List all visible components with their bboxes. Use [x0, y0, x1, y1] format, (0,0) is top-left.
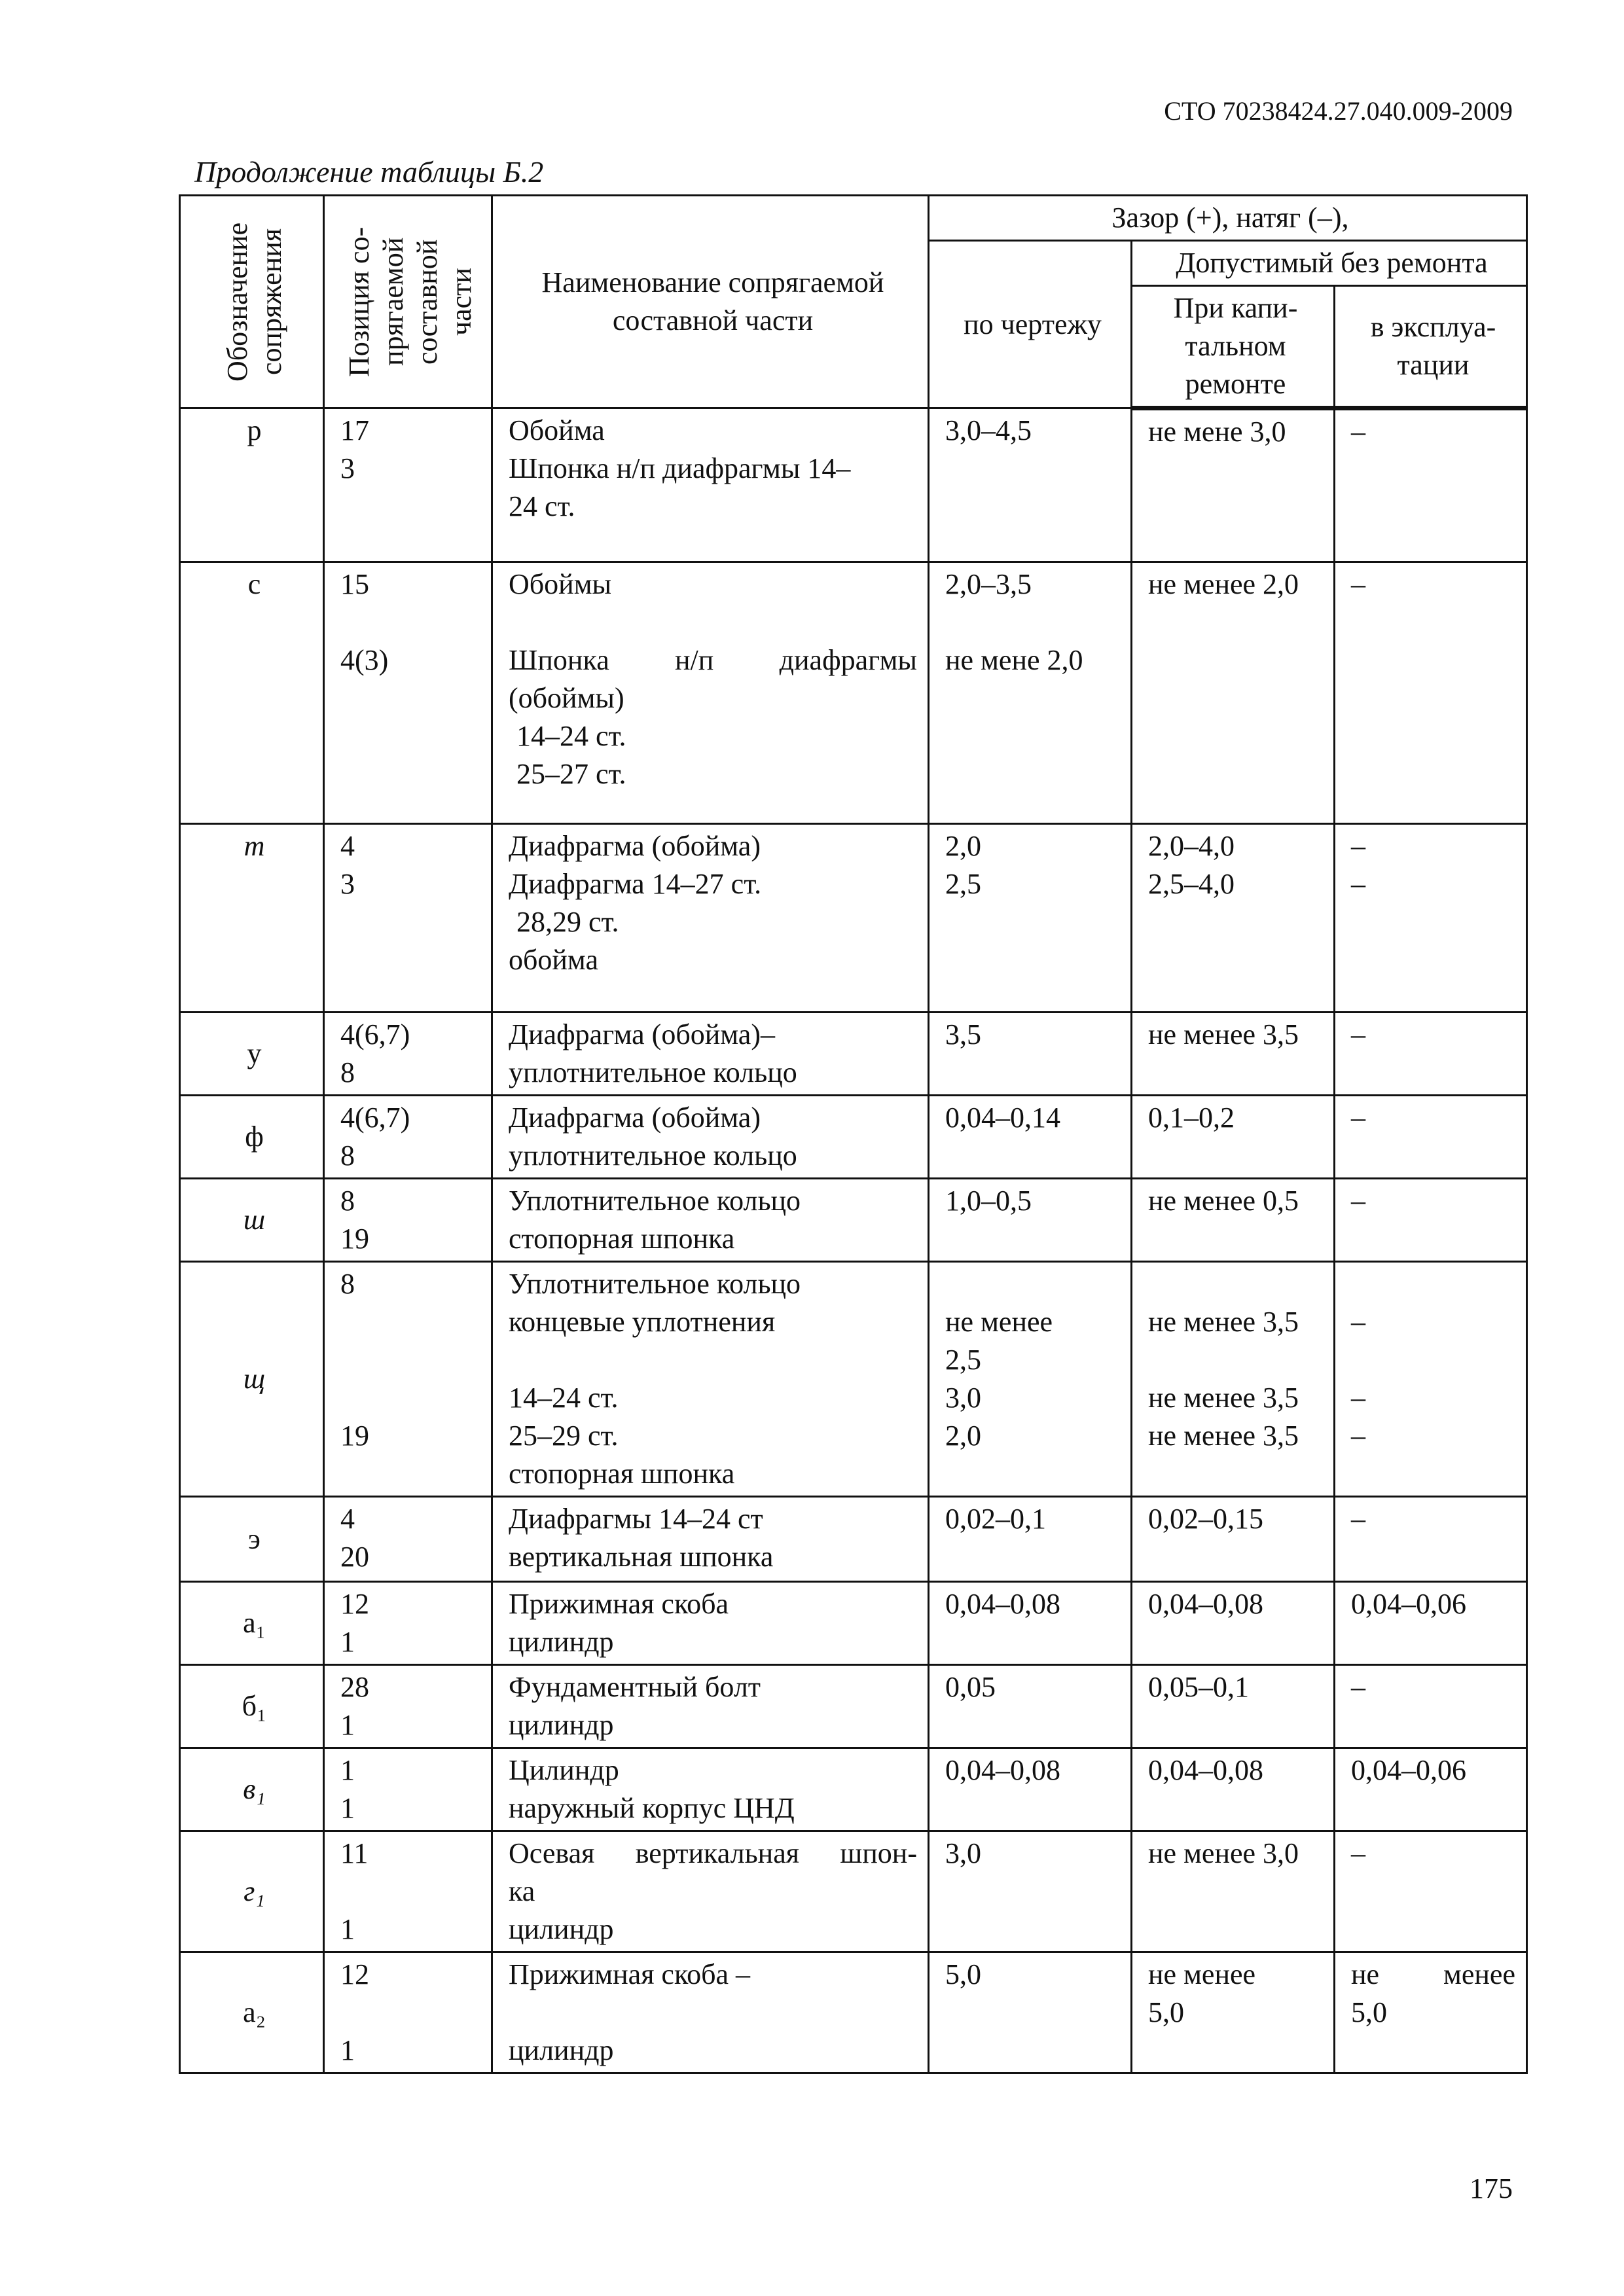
cell-line: 3,0–4,5	[945, 414, 1032, 446]
cell-position	[324, 1665, 492, 1748]
cell-operation	[1335, 824, 1527, 1013]
document-code: СТО 70238424.27.040.009-2009	[1164, 96, 1513, 126]
cell-line: 28,29 ст.	[516, 906, 619, 938]
header-capital-repair: При капи-тальном ремонте	[1132, 286, 1335, 408]
cell-line: Фундаментный болт	[509, 1671, 761, 1703]
cell-designation: г₁	[180, 1831, 324, 1952]
cell-line: 0,04–0,14	[945, 1102, 1060, 1134]
cell-line: 0,04–0,08	[945, 1588, 1060, 1620]
cell-line: –	[1351, 1018, 1365, 1050]
table-row	[180, 1831, 1527, 1952]
cell-line: 1,0–0,5	[945, 1185, 1032, 1217]
cell-position	[324, 1262, 492, 1497]
cell-line: 1	[340, 1792, 355, 1824]
cell-line: 25–29 ст.	[509, 1420, 619, 1452]
cell-line: 8	[340, 1268, 355, 1300]
cell-line: 25–27 ст.	[516, 758, 626, 790]
cell-designation: а₂	[180, 1952, 324, 2073]
cell-line: не менее	[945, 1306, 1053, 1338]
table-row	[180, 408, 1527, 562]
cell-position	[324, 1748, 492, 1831]
cell-line: 1	[340, 1913, 355, 1945]
cell-position	[324, 1096, 492, 1179]
cell-part-name	[492, 1013, 929, 1096]
cell-operation	[1335, 1582, 1527, 1665]
cell-line: уплотнительное кольцо	[509, 1139, 797, 1172]
cell-line: 8	[340, 1139, 355, 1172]
cell-by-drawing	[929, 562, 1132, 824]
cell-line: –	[1351, 1837, 1365, 1869]
cell-position	[324, 1582, 492, 1665]
cell-line: –	[1351, 1102, 1365, 1134]
cell-capital-repair	[1132, 1262, 1335, 1497]
cell-operation	[1335, 1831, 1527, 1952]
cell-line: Прижимная скоба	[509, 1588, 729, 1620]
cell-part-name	[492, 1497, 929, 1582]
cell-line: цилиндр	[509, 2034, 614, 2066]
cell-line: 28	[340, 1671, 369, 1703]
cell-by-drawing	[929, 1013, 1132, 1096]
cell-capital-repair	[1132, 1497, 1335, 1582]
cell-line: не менее 3,5	[1148, 1420, 1299, 1452]
cell-line: 0,04–0,08	[1148, 1588, 1263, 1620]
cell-line: 4	[340, 1503, 355, 1535]
cell-by-drawing	[929, 1748, 1132, 1831]
cell-line	[1148, 1341, 1323, 1379]
cell-designation: а₁	[180, 1582, 324, 1665]
cell-line: цилиндр	[509, 1626, 614, 1658]
cell-line: 3	[340, 452, 355, 484]
cell-line: цилиндр	[509, 1709, 614, 1741]
cell-line: 14–24 ст.	[516, 720, 626, 752]
cell-line: –	[1351, 568, 1365, 600]
cell-by-drawing	[929, 824, 1132, 1013]
cell-line: –	[1351, 1420, 1365, 1452]
cell-operation	[1335, 1013, 1527, 1096]
table-header	[180, 196, 1527, 408]
cell-line	[340, 603, 480, 641]
cell-designation: т	[180, 824, 324, 1013]
cell-line: –	[1351, 1503, 1365, 1535]
cell-part-name	[492, 408, 929, 562]
table-row	[180, 1497, 1527, 1582]
cell-line: 12	[340, 1588, 369, 1620]
cell-line: 14–24 ст.	[509, 1382, 619, 1414]
table-body	[180, 408, 1527, 2073]
cell-capital-repair	[1132, 824, 1335, 1013]
cell-line: Осевая вертикальная шпон-	[509, 1837, 917, 1869]
cell-line: –	[1351, 1185, 1365, 1217]
header-by-drawing: по чертежу	[929, 241, 1132, 408]
cell-line	[509, 603, 917, 641]
cell-line: 0,04–0,08	[945, 1754, 1060, 1786]
cell-operation	[1335, 1179, 1527, 1262]
cell-operation	[1335, 1262, 1527, 1497]
cell-capital-repair	[1132, 1665, 1335, 1748]
table-caption: Продолжение таблицы Б.2	[194, 155, 544, 188]
cell-line: цилиндр	[509, 1913, 614, 1945]
cell-capital-repair	[1132, 1179, 1335, 1262]
cell-position	[324, 1497, 492, 1582]
cell-capital-repair	[1132, 1748, 1335, 1831]
cell-line: не менее 3,5	[1148, 1306, 1299, 1338]
table-row	[180, 1748, 1527, 1831]
cell-position	[324, 1952, 492, 2073]
table-row	[180, 1582, 1527, 1665]
header-operation: в эксплуа-тации	[1335, 286, 1527, 408]
cell-line	[945, 603, 1120, 641]
cell-designation: с	[180, 562, 324, 824]
cell-by-drawing	[929, 1179, 1132, 1262]
cell-line: 19	[340, 1223, 369, 1255]
cell-capital-repair	[1132, 562, 1335, 824]
cell-operation	[1335, 1665, 1527, 1748]
cell-line: обойма	[509, 944, 599, 976]
table-row	[180, 824, 1527, 1013]
cell-line: 20	[340, 1541, 369, 1573]
cell-line	[340, 1994, 480, 2032]
cell-operation	[1335, 1096, 1527, 1179]
cell-line: не менее 2,0	[1148, 568, 1299, 600]
cell-line: 3,0	[945, 1382, 981, 1414]
table-row	[180, 562, 1527, 824]
cell-part-name	[492, 1748, 929, 1831]
cell-line: Диафрагма (обойма)	[509, 1102, 761, 1134]
cell-line: 1	[340, 1709, 355, 1741]
cell-position	[324, 824, 492, 1013]
cell-line: 2,0–4,0	[1148, 830, 1235, 862]
cell-line: уплотнительное кольцо	[509, 1056, 797, 1088]
cell-line: стопорная шпонка	[509, 1458, 735, 1490]
cell-line: 0,02–0,15	[1148, 1503, 1263, 1535]
cell-line: Диафрагма (обойма)–	[509, 1018, 775, 1050]
cell-line: 2,5	[945, 868, 981, 900]
cell-operation	[1335, 1748, 1527, 1831]
cell-by-drawing	[929, 1831, 1132, 1952]
cell-line	[340, 1379, 480, 1417]
cell-line: –	[1351, 868, 1365, 900]
cell-line: Диафрагма (обойма)	[509, 830, 761, 862]
cell-line: 5,0	[945, 1958, 981, 1990]
cell-designation: э	[180, 1497, 324, 1582]
cell-by-drawing	[929, 1497, 1132, 1582]
cell-line: 4(6,7)	[340, 1018, 410, 1050]
cell-line: ка	[509, 1875, 535, 1907]
cell-designation: р	[180, 408, 324, 562]
cell-line: 2,0	[945, 1420, 981, 1452]
cell-line: 4(3)	[340, 644, 389, 676]
cell-line: 3,5	[945, 1018, 981, 1050]
cell-line: 11	[340, 1837, 369, 1869]
cell-line	[340, 1341, 480, 1379]
cell-capital-repair	[1132, 1831, 1335, 1952]
table-row	[180, 1179, 1527, 1262]
cell-line: не менее	[1148, 1958, 1256, 1990]
cell-line: 0,02–0,1	[945, 1503, 1046, 1535]
header-part-name: Наименование сопрягаемой составной части	[492, 196, 929, 408]
cell-line: 2,5	[945, 1344, 981, 1376]
cell-line: 8	[340, 1185, 355, 1217]
cell-line: 24 ст.	[509, 490, 575, 522]
cell-part-name	[492, 1582, 929, 1665]
cell-line: –	[1351, 416, 1365, 448]
cell-operation	[1335, 408, 1527, 562]
cell-line: 3	[340, 868, 355, 900]
cell-line: Цилиндр	[509, 1754, 619, 1786]
cell-line: не менее 3,5	[1148, 1382, 1299, 1414]
page-number: 175	[1470, 2172, 1513, 2204]
cell-by-drawing	[929, 1096, 1132, 1179]
cell-line: не менее	[1351, 1958, 1515, 1990]
cell-line: 5,0	[1148, 1996, 1184, 2028]
cell-position	[324, 1013, 492, 1096]
cell-line	[945, 1265, 1120, 1303]
cell-designation: у	[180, 1013, 324, 1096]
cell-line	[340, 1303, 480, 1341]
cell-by-drawing	[929, 1262, 1132, 1497]
cell-by-drawing	[929, 1952, 1132, 2073]
cell-part-name	[492, 824, 929, 1013]
cell-line	[1148, 1265, 1323, 1303]
cell-line: 19	[340, 1420, 369, 1452]
cell-line: вертикальная шпонка	[509, 1541, 774, 1573]
cell-line: –	[1351, 1382, 1365, 1414]
cell-by-drawing	[929, 1665, 1132, 1748]
cell-part-name	[492, 1179, 929, 1262]
cell-line: не мене 3,0	[1148, 416, 1286, 448]
cell-line: не менее 3,0	[1148, 1837, 1299, 1869]
cell-line: Обоймы	[509, 568, 612, 600]
cell-line: Уплотнительное кольцо	[509, 1268, 801, 1300]
cell-line: Уплотнительное кольцо	[509, 1185, 801, 1217]
cell-line	[509, 1341, 917, 1379]
cell-line: 0,04–0,06	[1351, 1588, 1466, 1620]
cell-line: Диафрагмы 14–24 ст	[509, 1503, 763, 1535]
cell-line: 0,05–0,1	[1148, 1671, 1249, 1703]
cell-by-drawing	[929, 408, 1132, 562]
cell-line: 4	[340, 830, 355, 862]
cell-operation	[1335, 1952, 1527, 2073]
cell-capital-repair	[1132, 1582, 1335, 1665]
cell-line: не менее 3,5	[1148, 1018, 1299, 1050]
cell-position	[324, 408, 492, 562]
cell-line: не мене 2,0	[945, 644, 1083, 676]
cell-line: не менее 0,5	[1148, 1185, 1299, 1217]
cell-line: 0,04–0,06	[1351, 1754, 1466, 1786]
cell-operation	[1335, 1497, 1527, 1582]
cell-part-name	[492, 1665, 929, 1748]
header-position: Позиция со-прягаемой составной части	[324, 196, 492, 408]
cell-line: стопорная шпонка	[509, 1223, 735, 1255]
cell-line: 0,1–0,2	[1148, 1102, 1235, 1134]
cell-designation: щ	[180, 1262, 324, 1497]
cell-part-name	[492, 1831, 929, 1952]
cell-position	[324, 1179, 492, 1262]
cell-line: 2,0–3,5	[945, 568, 1032, 600]
cell-line: 4(6,7)	[340, 1102, 410, 1134]
cell-part-name	[492, 1262, 929, 1497]
cell-line: 8	[340, 1056, 355, 1088]
cell-line: 1	[340, 1754, 355, 1786]
header-designation: Обозначение сопряжения	[180, 196, 324, 408]
cell-line: Диафрагма 14–27 ст.	[509, 868, 762, 900]
cell-position	[324, 1831, 492, 1952]
cell-line	[340, 1873, 480, 1910]
cell-line: концевые уплотнения	[509, 1306, 776, 1338]
cell-line: 17	[340, 414, 369, 446]
specification-table	[179, 194, 1528, 2074]
cell-line: 0,05	[945, 1671, 996, 1703]
cell-line: –	[1351, 1306, 1365, 1338]
cell-line: 12	[340, 1958, 369, 1990]
header-allowed-without-repair: Допустимый без ремонта	[1132, 241, 1527, 286]
cell-line: 2,0	[945, 830, 981, 862]
cell-line: Прижимная скоба –	[509, 1958, 751, 1990]
cell-designation: в₁	[180, 1748, 324, 1831]
cell-line: 1	[340, 2034, 355, 2066]
cell-part-name	[492, 1096, 929, 1179]
cell-capital-repair	[1132, 1013, 1335, 1096]
cell-part-name	[492, 562, 929, 824]
cell-line: (обоймы)	[509, 682, 624, 714]
table-row	[180, 1096, 1527, 1179]
cell-line: наружный корпус ЦНД	[509, 1792, 795, 1824]
cell-designation: ф	[180, 1096, 324, 1179]
cell-line: Шпонка н/п диафрагмы 14–	[509, 452, 851, 484]
cell-line	[1351, 1265, 1515, 1303]
header-gap: Зазор (+), натяг (–),	[929, 196, 1527, 241]
cell-designation: б₁	[180, 1665, 324, 1748]
cell-line: Шпонка н/п диафрагмы	[509, 644, 917, 676]
cell-line: –	[1351, 1671, 1365, 1703]
cell-capital-repair	[1132, 1952, 1335, 2073]
cell-designation: ш	[180, 1179, 324, 1262]
cell-line: 15	[340, 568, 369, 600]
cell-line: –	[1351, 830, 1365, 862]
cell-line: Обойма	[509, 414, 605, 446]
cell-capital-repair	[1132, 408, 1335, 562]
cell-position	[324, 562, 492, 824]
cell-line: 1	[340, 1626, 355, 1658]
cell-line	[1351, 1341, 1515, 1379]
table-row	[180, 1013, 1527, 1096]
cell-line: 3,0	[945, 1837, 981, 1869]
cell-line	[509, 1994, 917, 2032]
cell-line: 5,0	[1351, 1996, 1387, 2028]
cell-line: 0,04–0,08	[1148, 1754, 1263, 1786]
table-row	[180, 1262, 1527, 1497]
cell-line: 2,5–4,0	[1148, 868, 1235, 900]
table-row	[180, 1952, 1527, 2073]
cell-part-name	[492, 1952, 929, 2073]
cell-operation	[1335, 562, 1527, 824]
cell-capital-repair	[1132, 1096, 1335, 1179]
cell-by-drawing	[929, 1582, 1132, 1665]
table-row	[180, 1665, 1527, 1748]
